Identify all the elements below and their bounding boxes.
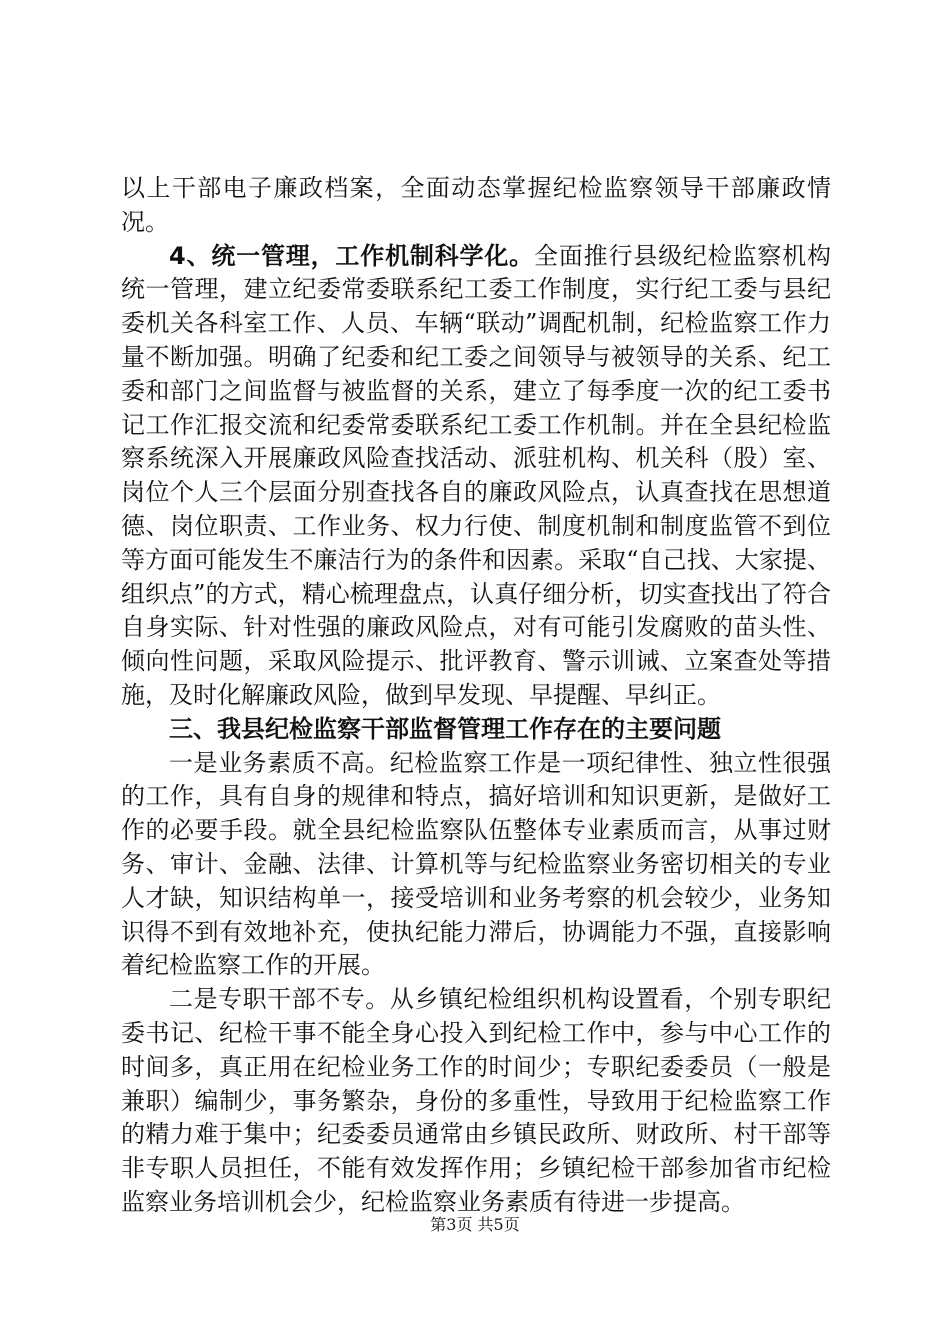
section-heading: 三、我县纪检监察干部监督管理工作存在的主要问题 xyxy=(169,714,721,743)
paragraph-body-text: 全面推行县级纪检监察机构统一管理，建立纪委常委联系纪工委工作制度，实行纪工委与县纪委机关各科室工作、人员、车辆“联动”调配机制，纪检监察工作力量不断加强。明确了纪委和纪工委之间领导与被领导的关系、纪工委和部门之间监督与被监督的关系，建立了每季度一次的纪工委书记工作汇报交流和纪委常委联系纪工委工作机制。并在全县纪检监察系统深入开展廉政风险查找活动、派驻机构、机关科（股）室、岗位个人三个层面分别查找各自的廉政风险点，认真查找在思想道德、岗位职责、工作业务、权力行使、制度机制和制度监管不到位等方面可能发生不廉洁行为的条件和因素。采取“自己找、大家提、组织点”的方式，精心梳理盘点，认真仔细分析，切实查找出了符合自身实际、针对性强的廉政风险点，对有可能引发腐败的苗头性、倾向性问题，采取风险提示、批评教育、警示训诫、立案查处等措施，及时化解廉政风险，做到早发现、早提醒、早纠正。 xyxy=(121,241,832,709)
paragraph-business-quality: 一是业务素质不高。纪检监察工作是一项纪律性、独立性很强的工作，具有自身的规律和特点，搞好培训和知识更新，是做好工作的必要手段。就全县纪检监察队伍整体专业素质而言，从事过财务、审计、金融、法律、计算机等与纪检监察业务密切相关的专业人才缺，知识结构单一，接受培训和业务考察的机会较少，业务知识得不到有效地补充，使执纪能力滞后，协调能力不强，直接影响着纪检监察工作的开展。 xyxy=(121,748,831,980)
page-number-footer: 第3页 共5页 xyxy=(430,1215,520,1234)
paragraph-unified-management xyxy=(121,240,831,713)
paragraph-fulltime-cadres: 二是专职干部不专。从乡镇纪检组织机构设置看，个别专职纪委书记、纪检干事不能全身心投入到纪检工作中，参与中心工作的时间多，真正用在纪检业务工作的时间少；专职纪委委员（一般是兼职）编制少，事务繁杂，身份的多重性，导致用于纪检监察工作的精力难于集中；纪委委员通常由乡镇民政所、财政所、村干部等非专职人员担任，不能有效发挥作用；乡镇纪检干部参加省市纪检监察业务培训机会少，纪检监察业务素质有待进一步提高。 xyxy=(121,985,831,1216)
document-body xyxy=(121,172,831,1220)
paragraph-lead-heading: 4、统一管理，工作机制科学化。 xyxy=(169,241,534,270)
paragraph-continuation: 以上干部电子廉政档案，全面动态掌握纪检监察领导干部廉政情况。 xyxy=(121,174,831,236)
